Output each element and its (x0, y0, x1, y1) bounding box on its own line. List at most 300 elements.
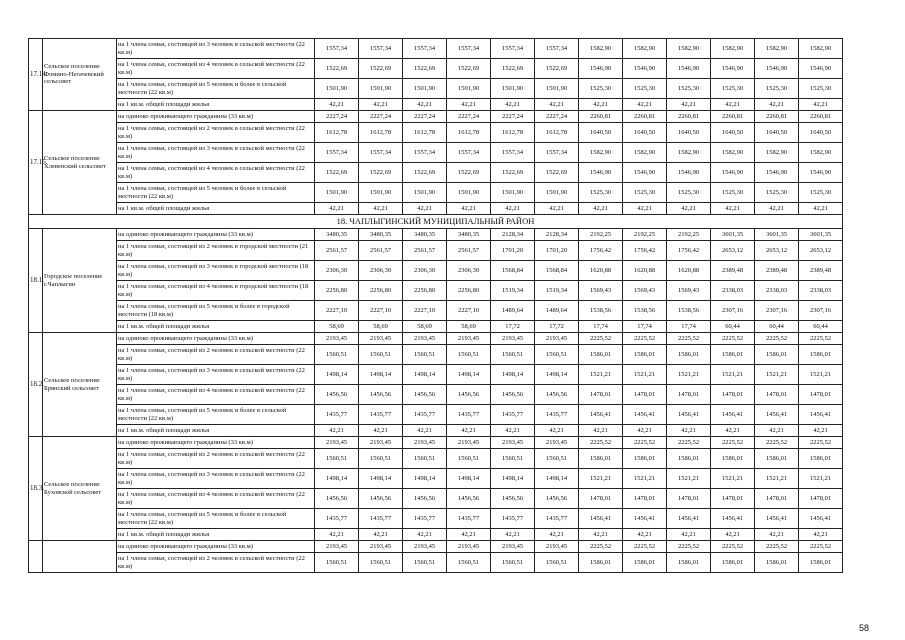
value-cell: 2227,24 (359, 111, 403, 123)
value-cell: 1501,90 (535, 79, 579, 99)
value-cell: 1582,90 (579, 39, 623, 59)
value-cell: 2389,48 (711, 261, 755, 281)
value-cell: 1538,56 (623, 301, 667, 321)
value-cell: 42,21 (359, 529, 403, 541)
value-cell: 1501,90 (535, 183, 579, 203)
value-cell: 1612,78 (315, 123, 359, 143)
value-cell: 1546,90 (799, 163, 843, 183)
value-cell: 1501,90 (359, 79, 403, 99)
value-cell: 42,21 (755, 529, 799, 541)
value-cell: 1478,01 (667, 489, 711, 509)
value-cell: 1560,51 (491, 553, 535, 573)
value-cell: 1586,01 (755, 553, 799, 573)
value-cell: 1498,14 (447, 365, 491, 385)
tariff-table-wrapper (28, 38, 841, 573)
value-cell: 2256,80 (403, 281, 447, 301)
value-cell: 2128,34 (491, 229, 535, 241)
value-cell: 42,21 (491, 99, 535, 111)
value-cell: 3480,35 (359, 229, 403, 241)
table-row (29, 183, 843, 203)
value-cell: 1568,84 (535, 261, 579, 281)
category-cell: на 1 члена семьи, состоящей из 5 человек и более в сельской местности (22 кв.м) (117, 79, 315, 99)
value-cell: 2193,45 (403, 437, 447, 449)
value-cell: 1620,88 (623, 261, 667, 281)
value-cell: 1519,34 (491, 281, 535, 301)
value-cell: 2653,12 (711, 241, 755, 261)
value-cell: 2260,81 (799, 111, 843, 123)
value-cell: 42,21 (755, 99, 799, 111)
table-row (29, 365, 843, 385)
value-cell: 1519,34 (535, 281, 579, 301)
value-cell: 1586,01 (799, 553, 843, 573)
value-cell: 2260,81 (711, 111, 755, 123)
value-cell: 1560,51 (491, 449, 535, 469)
value-cell: 58,69 (359, 321, 403, 333)
value-cell: 1521,21 (667, 469, 711, 489)
value-cell: 3601,35 (755, 229, 799, 241)
value-cell: 60,44 (711, 321, 755, 333)
value-cell: 1456,41 (623, 509, 667, 529)
value-cell: 2561,57 (315, 241, 359, 261)
value-cell: 1546,90 (623, 59, 667, 79)
value-cell: 1525,30 (799, 183, 843, 203)
value-cell: 1557,34 (359, 143, 403, 163)
value-cell: 1586,01 (799, 345, 843, 365)
value-cell: 2225,52 (755, 333, 799, 345)
value-cell: 1546,90 (711, 59, 755, 79)
value-cell: 1456,41 (623, 405, 667, 425)
value-cell: 1525,30 (799, 79, 843, 99)
value-cell: 2227,10 (315, 301, 359, 321)
value-cell: 1501,90 (447, 79, 491, 99)
value-cell: 2225,52 (623, 333, 667, 345)
category-cell: на одиноко проживающего гражданина (33 кв.м) (117, 333, 315, 345)
value-cell: 1498,14 (403, 469, 447, 489)
value-cell: 1456,56 (315, 385, 359, 405)
settlement-code: 18.3. (29, 437, 43, 541)
value-cell: 1435,77 (535, 405, 579, 425)
value-cell: 1560,51 (315, 345, 359, 365)
value-cell: 1478,01 (755, 489, 799, 509)
value-cell: 1456,41 (755, 405, 799, 425)
value-cell: 1560,51 (403, 345, 447, 365)
value-cell: 42,21 (711, 99, 755, 111)
value-cell: 2561,57 (403, 241, 447, 261)
value-cell: 1557,34 (359, 39, 403, 59)
value-cell: 42,21 (447, 529, 491, 541)
value-cell: 2193,45 (491, 541, 535, 553)
value-cell: 42,21 (447, 203, 491, 215)
value-cell: 1557,34 (535, 39, 579, 59)
value-cell: 2389,48 (755, 261, 799, 281)
value-cell: 2193,45 (403, 541, 447, 553)
category-cell: на 1 кв.м. общей площади жилья (117, 425, 315, 437)
value-cell: 1456,56 (403, 385, 447, 405)
value-cell: 1557,34 (315, 143, 359, 163)
settlement-name: Сельское поселение Брянский сельсовет (43, 333, 117, 437)
value-cell: 1525,30 (667, 183, 711, 203)
settlement-code: 17.14. (29, 39, 43, 111)
value-cell: 58,69 (403, 321, 447, 333)
value-cell: 1582,90 (799, 143, 843, 163)
value-cell: 1525,30 (623, 183, 667, 203)
category-cell: на 1 члена семьи, состоящей из 4 человек в сельской местности (22 кв.м) (117, 163, 315, 183)
value-cell: 2192,25 (579, 229, 623, 241)
value-cell: 1435,77 (491, 405, 535, 425)
table-row (29, 489, 843, 509)
settlement-name: Сельское поселение Буховской сельсовет (43, 437, 117, 541)
value-cell: 2193,45 (315, 437, 359, 449)
value-cell: 17,74 (667, 321, 711, 333)
value-cell: 1560,51 (535, 345, 579, 365)
value-cell: 2193,45 (491, 333, 535, 345)
value-cell: 2307,16 (799, 301, 843, 321)
value-cell: 3601,35 (799, 229, 843, 241)
table-row (29, 281, 843, 301)
value-cell: 42,21 (623, 529, 667, 541)
category-cell: на 1 кв.м. общей площади жилья (117, 529, 315, 541)
table-body (29, 39, 843, 573)
value-cell: 1478,01 (755, 385, 799, 405)
value-cell: 1498,14 (315, 365, 359, 385)
value-cell: 1525,30 (755, 79, 799, 99)
value-cell: 1546,90 (755, 59, 799, 79)
value-cell: 1569,43 (667, 281, 711, 301)
settlement-name: Сельское поселение Фомино-Негачевский сельсовет (43, 39, 117, 111)
value-cell: 1525,30 (711, 79, 755, 99)
value-cell: 1456,41 (667, 405, 711, 425)
value-cell: 2653,12 (799, 241, 843, 261)
value-cell: 1521,21 (623, 365, 667, 385)
value-cell: 1501,90 (315, 79, 359, 99)
value-cell: 1560,51 (359, 553, 403, 573)
value-cell: 1478,01 (711, 385, 755, 405)
value-cell: 42,21 (579, 203, 623, 215)
value-cell: 2225,52 (667, 333, 711, 345)
value-cell: 1521,21 (579, 469, 623, 489)
value-cell: 2225,52 (755, 437, 799, 449)
value-cell: 1546,90 (755, 163, 799, 183)
value-cell: 1640,50 (755, 123, 799, 143)
value-cell: 1435,77 (315, 405, 359, 425)
value-cell: 1756,42 (579, 241, 623, 261)
value-cell: 58,69 (315, 321, 359, 333)
category-cell: на 1 члена семьи, состоящей из 2 человек в сельской местности (22 кв.м) (117, 553, 315, 573)
value-cell: 1525,30 (579, 183, 623, 203)
category-cell: на одиноко проживающего гражданина (33 кв.м) (117, 437, 315, 449)
value-cell: 42,21 (579, 529, 623, 541)
value-cell: 2193,45 (447, 437, 491, 449)
table-row (29, 529, 843, 541)
table-row (29, 333, 843, 345)
value-cell: 1498,14 (359, 365, 403, 385)
category-cell: на 1 члена семьи, состоящей из 4 человек в сельской местности (22 кв.м) (117, 489, 315, 509)
value-cell: 1522,69 (315, 59, 359, 79)
value-cell: 1478,01 (667, 385, 711, 405)
value-cell: 42,21 (535, 425, 579, 437)
value-cell: 1640,50 (667, 123, 711, 143)
value-cell: 1489,64 (535, 301, 579, 321)
table-row (29, 345, 843, 365)
value-cell: 17,74 (579, 321, 623, 333)
category-cell: на 1 кв.м. общей площади жилья (117, 203, 315, 215)
value-cell: 2338,03 (799, 281, 843, 301)
value-cell: 1612,78 (447, 123, 491, 143)
value-cell: 1498,14 (491, 469, 535, 489)
value-cell: 2225,52 (799, 541, 843, 553)
settlement-code: 18.2. (29, 333, 43, 437)
value-cell: 2225,52 (579, 541, 623, 553)
value-cell: 1586,01 (579, 449, 623, 469)
value-cell: 42,21 (403, 99, 447, 111)
value-cell: 1586,01 (799, 449, 843, 469)
value-cell: 1582,90 (623, 39, 667, 59)
value-cell: 1586,01 (755, 345, 799, 365)
value-cell: 2306,30 (403, 261, 447, 281)
value-cell: 1501,90 (491, 183, 535, 203)
value-cell: 1546,90 (623, 163, 667, 183)
settlement-name: Сельское поселение Хлевенский сельсовет (43, 111, 117, 215)
value-cell: 1525,30 (579, 79, 623, 99)
value-cell: 42,21 (359, 425, 403, 437)
value-cell: 1489,64 (491, 301, 535, 321)
value-cell: 1582,90 (755, 39, 799, 59)
value-cell: 1557,34 (315, 39, 359, 59)
value-cell: 42,21 (359, 99, 403, 111)
value-cell: 2193,45 (535, 437, 579, 449)
value-cell: 1501,90 (447, 183, 491, 203)
value-cell: 1560,51 (403, 553, 447, 573)
value-cell: 1435,77 (535, 509, 579, 529)
value-cell: 1456,41 (711, 405, 755, 425)
value-cell: 1435,77 (447, 405, 491, 425)
value-cell: 1525,30 (755, 183, 799, 203)
value-cell: 1586,01 (711, 345, 755, 365)
value-cell: 42,21 (535, 203, 579, 215)
value-cell: 1456,56 (535, 385, 579, 405)
section-header: 18. ЧАПЛЫГИНСКИЙ МУНИЦИПАЛЬНЫЙ РАЙОН (29, 215, 843, 229)
category-cell: на 1 члена семьи, состоящей из 4 человек в сельской местности (22 кв.м) (117, 59, 315, 79)
value-cell: 1560,51 (447, 345, 491, 365)
value-cell: 1522,69 (359, 163, 403, 183)
value-cell: 1557,34 (447, 143, 491, 163)
value-cell: 2225,52 (623, 541, 667, 553)
table-row (29, 241, 843, 261)
value-cell: 42,21 (315, 99, 359, 111)
value-cell: 2225,52 (755, 541, 799, 553)
value-cell: 1701,20 (491, 241, 535, 261)
value-cell: 1557,34 (447, 39, 491, 59)
tariff-table (28, 38, 843, 573)
value-cell: 1522,69 (491, 59, 535, 79)
table-row (29, 99, 843, 111)
value-cell: 1435,77 (447, 509, 491, 529)
value-cell: 2227,24 (535, 111, 579, 123)
settlement-code: 17.15. (29, 111, 43, 215)
value-cell: 1521,21 (799, 469, 843, 489)
value-cell: 1569,43 (579, 281, 623, 301)
value-cell: 3601,35 (711, 229, 755, 241)
settlement-code: 18.1. (29, 229, 43, 333)
value-cell: 42,21 (799, 425, 843, 437)
value-cell: 1478,01 (579, 385, 623, 405)
table-row (29, 59, 843, 79)
category-cell: на 1 члена семьи, состоящей из 5 человек и более в сельской местности (22 кв.м) (117, 509, 315, 529)
value-cell: 1582,90 (711, 143, 755, 163)
value-cell: 2225,52 (623, 437, 667, 449)
value-cell: 42,21 (447, 425, 491, 437)
value-cell: 42,21 (623, 99, 667, 111)
table-row (29, 509, 843, 529)
value-cell: 1501,90 (359, 183, 403, 203)
table-row (29, 163, 843, 183)
value-cell: 2260,81 (755, 111, 799, 123)
value-cell: 42,21 (359, 203, 403, 215)
value-cell: 1478,01 (799, 385, 843, 405)
value-cell: 1560,51 (447, 449, 491, 469)
table-row (29, 39, 843, 59)
value-cell: 3480,35 (315, 229, 359, 241)
value-cell: 1521,21 (755, 469, 799, 489)
value-cell: 1582,90 (667, 143, 711, 163)
category-cell: на одиноко проживающего гражданина (33 кв.м) (117, 111, 315, 123)
value-cell: 42,21 (711, 529, 755, 541)
value-cell: 1522,69 (403, 59, 447, 79)
value-cell: 1498,14 (315, 469, 359, 489)
value-cell: 2193,45 (359, 541, 403, 553)
value-cell: 1435,77 (359, 509, 403, 529)
value-cell: 2193,45 (359, 437, 403, 449)
value-cell: 2193,45 (359, 333, 403, 345)
value-cell: 1525,30 (667, 79, 711, 99)
value-cell: 2338,03 (711, 281, 755, 301)
value-cell: 1569,43 (623, 281, 667, 301)
value-cell: 1525,30 (623, 79, 667, 99)
value-cell: 2561,57 (359, 241, 403, 261)
value-cell: 1586,01 (667, 345, 711, 365)
table-row (29, 385, 843, 405)
value-cell: 2193,45 (447, 541, 491, 553)
value-cell: 1522,69 (535, 163, 579, 183)
value-cell: 1557,34 (491, 143, 535, 163)
value-cell: 17,72 (491, 321, 535, 333)
value-cell: 1456,56 (359, 385, 403, 405)
value-cell: 2307,16 (755, 301, 799, 321)
category-cell: на 1 члена семьи, состоящей из 2 человек в сельской местности (22 кв.м) (117, 345, 315, 365)
value-cell: 1586,01 (623, 553, 667, 573)
value-cell: 1522,69 (315, 163, 359, 183)
value-cell: 1498,14 (535, 365, 579, 385)
value-cell: 1560,51 (403, 449, 447, 469)
value-cell: 1456,56 (447, 385, 491, 405)
value-cell: 1560,51 (447, 553, 491, 573)
value-cell: 2256,80 (447, 281, 491, 301)
value-cell: 2227,24 (491, 111, 535, 123)
value-cell: 17,72 (535, 321, 579, 333)
value-cell: 1538,56 (667, 301, 711, 321)
table-row (29, 553, 843, 573)
category-cell: на одиноко проживающего гражданина (33 кв.м) (117, 541, 315, 553)
table-row (29, 469, 843, 489)
value-cell: 1640,50 (623, 123, 667, 143)
category-cell: на 1 члена семьи, состоящей из 3 человек в городской местности (18 кв.м) (117, 261, 315, 281)
category-cell: на 1 члена семьи, состоящей из 3 человек в сельской местности (22 кв.м) (117, 143, 315, 163)
category-cell: на 1 члена семьи, состоящей из 5 человек и более в сельской местности (22 кв.м) (117, 183, 315, 203)
table-row (29, 229, 843, 241)
value-cell: 1756,42 (667, 241, 711, 261)
value-cell: 1456,56 (447, 489, 491, 509)
value-cell: 2227,10 (359, 301, 403, 321)
value-cell: 3480,35 (447, 229, 491, 241)
category-cell: на 1 члена семьи, состоящей из 4 человек в сельской местности (22 кв.м) (117, 385, 315, 405)
value-cell: 1620,88 (667, 261, 711, 281)
value-cell: 2225,52 (667, 541, 711, 553)
value-cell: 42,21 (535, 529, 579, 541)
value-cell: 2306,30 (447, 261, 491, 281)
category-cell: на 1 кв.м. общей площади жилья (117, 321, 315, 333)
value-cell: 1478,01 (579, 489, 623, 509)
category-cell: на 1 члена семьи, состоящей из 3 человек в сельской местности (22 кв.м) (117, 365, 315, 385)
value-cell: 2653,12 (755, 241, 799, 261)
value-cell: 42,21 (579, 425, 623, 437)
value-cell: 3480,35 (403, 229, 447, 241)
value-cell: 42,21 (491, 203, 535, 215)
value-cell: 1557,34 (491, 39, 535, 59)
value-cell: 1522,69 (447, 59, 491, 79)
value-cell: 1521,21 (579, 365, 623, 385)
value-cell: 1456,56 (491, 385, 535, 405)
value-cell: 42,21 (667, 203, 711, 215)
value-cell: 1435,77 (403, 509, 447, 529)
table-row (29, 143, 843, 163)
value-cell: 1501,90 (491, 79, 535, 99)
value-cell: 1522,69 (535, 59, 579, 79)
page-number: 58 (858, 623, 869, 633)
category-cell: на 1 члена семьи, состоящей из 2 человек в сельской местности (22 кв.м) (117, 449, 315, 469)
value-cell: 1456,56 (535, 489, 579, 509)
settlement-name: Городское поселение г.Чаплыгин (43, 229, 117, 333)
value-cell: 42,21 (711, 203, 755, 215)
value-cell: 42,21 (491, 425, 535, 437)
value-cell: 1560,51 (315, 449, 359, 469)
value-cell: 1640,50 (799, 123, 843, 143)
value-cell: 1478,01 (711, 489, 755, 509)
table-row (29, 79, 843, 99)
value-cell: 1521,21 (799, 365, 843, 385)
value-cell: 2192,25 (623, 229, 667, 241)
value-cell: 1582,90 (623, 143, 667, 163)
value-cell: 1586,01 (711, 553, 755, 573)
category-cell: на 1 члена семьи, состоящей из 3 человек в сельской местности (22 кв.м) (117, 469, 315, 489)
table-row (29, 301, 843, 321)
value-cell: 42,21 (315, 529, 359, 541)
value-cell: 1478,01 (623, 385, 667, 405)
table-row (29, 541, 843, 553)
value-cell: 2193,45 (535, 333, 579, 345)
value-cell: 1498,14 (359, 469, 403, 489)
value-cell: 2193,45 (491, 437, 535, 449)
value-cell: 1612,78 (403, 123, 447, 143)
value-cell: 2260,81 (667, 111, 711, 123)
value-cell: 1582,90 (755, 143, 799, 163)
value-cell: 42,21 (623, 203, 667, 215)
value-cell: 1456,41 (579, 509, 623, 529)
table-row (29, 123, 843, 143)
value-cell: 42,21 (667, 529, 711, 541)
value-cell: 1501,90 (403, 183, 447, 203)
value-cell: 1521,21 (711, 365, 755, 385)
value-cell: 1498,14 (535, 469, 579, 489)
